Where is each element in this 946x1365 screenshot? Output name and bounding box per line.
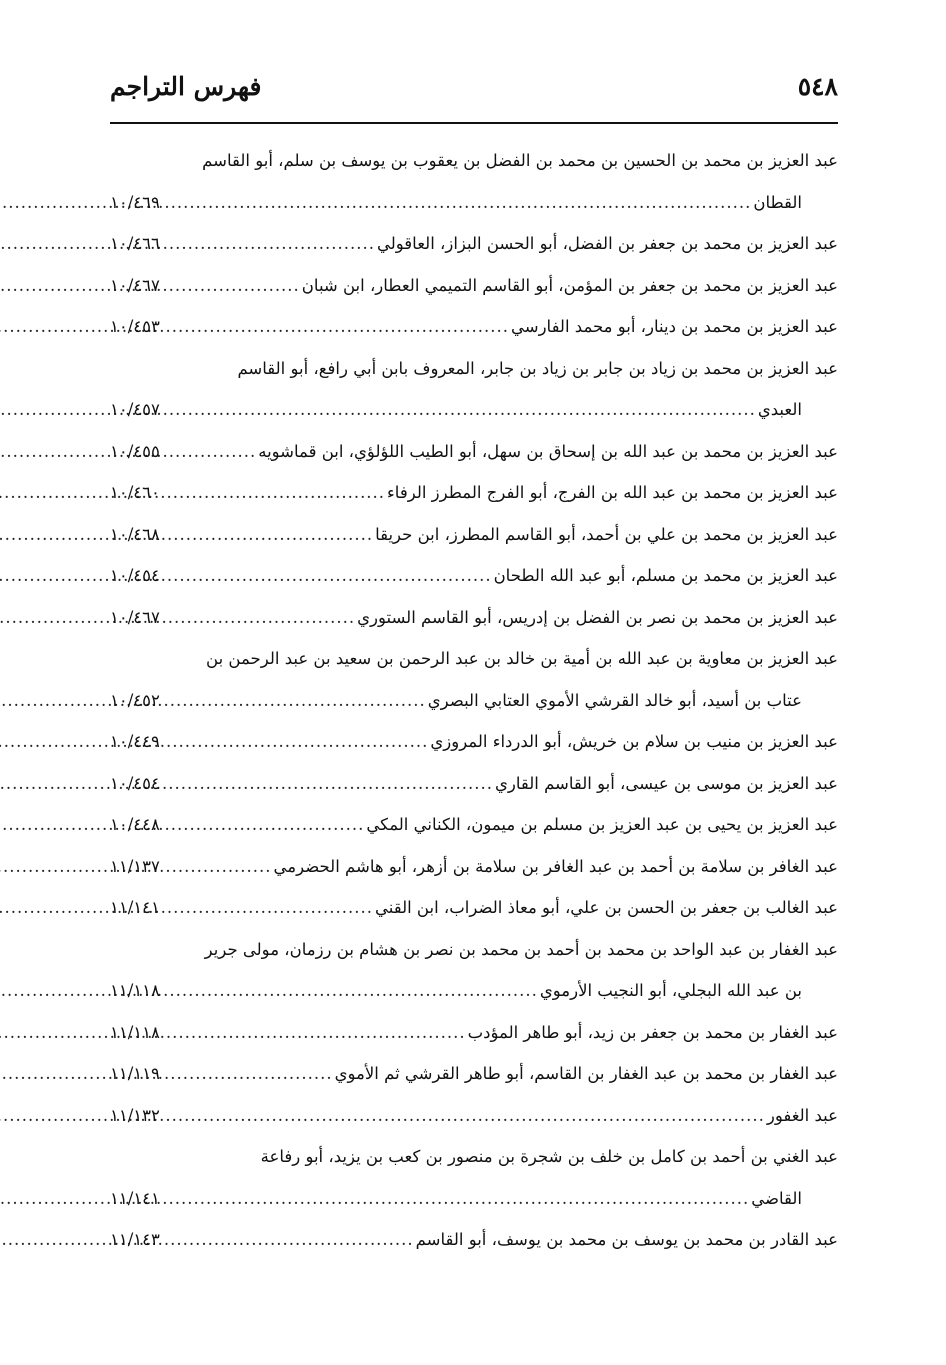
entry-line xyxy=(110,763,838,805)
entry-name: عبد الغني بن أحمد بن كامل بن خلف بن شجرة بن منصور بن كعب بن يزيد، أبو رفاعة xyxy=(260,1147,838,1167)
volume-page-reference: ١١/١٣٢ xyxy=(110,1105,160,1125)
entry-line xyxy=(110,846,838,888)
dot-leader xyxy=(160,276,302,295)
entry-line xyxy=(110,638,838,680)
entry-name: عبد القادر بن محمد بن يوسف بن محمد بن يوسف، أبو القاسم xyxy=(415,1230,838,1250)
volume-page-reference: ١٠/٤٥٥ xyxy=(110,441,160,461)
entry-name: عبد العزيز بن محمد بن جعفر بن المؤمن، أبو القاسم التميمي العطار، ابن شبان xyxy=(301,275,838,295)
dot-leader xyxy=(160,732,430,751)
dot-leader xyxy=(160,193,753,212)
dot-leader xyxy=(160,898,375,917)
entry-line xyxy=(110,1219,838,1261)
volume-page-reference: ١٠/٤٦٧ xyxy=(110,607,160,627)
entry-line xyxy=(110,1053,838,1095)
entry-continuation-line xyxy=(110,389,838,431)
volume-page-reference: ١١/١١٨ xyxy=(110,981,160,1001)
entry-name: عبد الغفار بن عبد الواحد بن محمد بن أحمد بن محمد بن نصر بن هشام بن رزمان، مولى جرير xyxy=(204,939,838,959)
dot-leader xyxy=(160,525,375,544)
entry-name: عبد العزيز بن محمد بن عبد الله بن إسحاق بن سهل، أبو الطيب اللؤلؤي، ابن قماشويه xyxy=(258,441,838,461)
index-entry xyxy=(110,1012,838,1054)
index-entry xyxy=(110,265,838,307)
dot-leader xyxy=(160,442,258,461)
entry-continuation-line xyxy=(110,680,838,722)
entry-name: عبد الغفار بن محمد بن جعفر بن زيد، أبو طاهر المؤدب xyxy=(467,1022,838,1042)
index-entry xyxy=(110,472,838,514)
index-entry xyxy=(110,306,838,348)
dot-leader xyxy=(160,1106,767,1125)
entry-name: عبد الغفار بن محمد بن عبد الغفار بن القاسم، أبو طاهر القرشي ثم الأموي xyxy=(334,1064,838,1084)
index-entry xyxy=(110,721,838,763)
entry-name: عبد العزيز بن محمد بن دينار، أبو محمد الفارسي xyxy=(511,317,838,337)
dot-leader xyxy=(160,774,495,793)
volume-page-reference: ١٠/٤٦٩ xyxy=(110,192,160,212)
volume-page-reference: ١١/١١٨ xyxy=(110,1022,160,1042)
entry-name: عبد العزيز بن يحيى بن عبد العزيز بن مسلم بن ميمون، الكناني المكي xyxy=(366,815,838,835)
entry-name: القاضي xyxy=(751,1188,802,1208)
entry-line xyxy=(110,887,838,929)
index-entry xyxy=(110,1136,838,1219)
entry-line xyxy=(110,140,838,182)
entry-name: عبد الغالب بن جعفر بن الحسن بن علي، أبو معاذ الضراب، ابن القني xyxy=(374,898,838,918)
page-header xyxy=(110,66,838,106)
entry-name: عبد العزيز بن منيب بن سلام بن خريش، أبو الدرداء المروزي xyxy=(430,732,838,752)
volume-page-reference: ١٠/٤٦٠ xyxy=(110,483,160,503)
entry-line xyxy=(110,472,838,514)
index-entry xyxy=(110,431,838,473)
index-entry xyxy=(110,763,838,805)
volume-page-reference: ١١/١٤١ xyxy=(110,898,160,918)
dot-leader xyxy=(160,234,377,253)
entry-name: عبد العزيز بن محمد بن الحسين بن محمد بن الفضل بن يعقوب بن يوسف بن سلم، أبو القاسم xyxy=(202,151,838,171)
entry-line xyxy=(110,1136,838,1178)
index-entry xyxy=(110,846,838,888)
entry-line xyxy=(110,804,838,846)
index-entry xyxy=(110,638,838,721)
index-entry xyxy=(110,555,838,597)
index-entries xyxy=(110,140,838,1261)
entry-continuation-line xyxy=(110,182,838,224)
entry-line xyxy=(110,1095,838,1137)
dot-leader xyxy=(160,981,540,1000)
running-title: فهرس التراجم xyxy=(110,71,262,101)
index-entry xyxy=(110,887,838,929)
dot-leader xyxy=(160,1230,416,1249)
entry-name: عبد العزيز بن محمد بن نصر بن الفضل بن إدريس، أبو القاسم الستوري xyxy=(357,607,838,627)
volume-page-reference: ١١/١٤١ xyxy=(110,1188,160,1208)
header-rule xyxy=(110,122,838,124)
volume-page-reference: ١١/١٤٣ xyxy=(110,1230,160,1250)
dot-leader xyxy=(160,566,494,585)
index-entry xyxy=(110,804,838,846)
index-entry xyxy=(110,929,838,1012)
entry-name: عبد العزيز بن محمد بن زياد بن جابر بن زياد بن جابر، المعروف بابن أبي رافع، أبو القاسم xyxy=(237,358,838,378)
entry-name: العبدي xyxy=(757,400,802,420)
entry-name: عبد العزيز بن محمد بن عبد الله بن الفرج، أبو الفرج المطرز الرفاء xyxy=(387,483,838,503)
entry-name: عبد العزيز بن موسى بن عيسى، أبو القاسم القاري xyxy=(494,773,838,793)
volume-page-reference: ١١/١٣٧ xyxy=(110,856,160,876)
dot-leader xyxy=(160,857,274,876)
entry-name: عبد العزيز بن محمد بن مسلم، أبو عبد الله الطحان xyxy=(493,566,838,586)
volume-page-reference: ١٠/٤٥٤ xyxy=(110,566,160,586)
entry-line xyxy=(110,1012,838,1054)
index-entry xyxy=(110,348,838,431)
entry-name: عبد العزيز بن معاوية بن عبد الله بن أمية بن خالد بن عبد الرحمن بن سعيد بن عبد الرحمن بن xyxy=(206,649,838,669)
entry-name: عبد العزيز بن محمد بن علي بن أحمد، أبو القاسم المطرز، ابن حريقا xyxy=(375,524,838,544)
entry-line xyxy=(110,223,838,265)
entry-name: القطان xyxy=(753,192,802,212)
volume-page-reference: ١٠/٤٥٤ xyxy=(110,773,160,793)
volume-page-reference: ١٠/٤٦٧ xyxy=(110,275,160,295)
dot-leader xyxy=(160,1023,468,1042)
entry-line xyxy=(110,929,838,971)
index-entry xyxy=(110,1053,838,1095)
dot-leader xyxy=(160,483,387,502)
volume-page-reference: ١٠/٤٦٨ xyxy=(110,524,160,544)
index-entry xyxy=(110,597,838,639)
volume-page-reference: ١٠/٤٤٨ xyxy=(110,815,160,835)
dot-leader xyxy=(160,317,511,336)
entry-line xyxy=(110,348,838,390)
entry-name: عبد الغافر بن سلامة بن أحمد بن عبد الغافر بن سلامة بن أزهر، أبو هاشم الحضرمي xyxy=(273,856,838,876)
index-entry xyxy=(110,140,838,223)
entry-name: عتاب بن أسيد، أبو خالد القرشي الأموي العتابي البصري xyxy=(427,690,802,710)
entry-line xyxy=(110,597,838,639)
dot-leader xyxy=(160,608,357,627)
volume-page-reference: ١٠/٤٤٩ xyxy=(110,732,160,752)
dot-leader xyxy=(160,1189,751,1208)
dot-leader xyxy=(160,815,366,834)
entry-line xyxy=(110,721,838,763)
volume-page-reference: ١٠/٤٥٣ xyxy=(110,317,160,337)
entry-line xyxy=(110,514,838,556)
volume-page-reference: ١٠/٤٦٦ xyxy=(110,234,160,254)
entry-name: بن عبد الله البجلي، أبو النجيب الأرموي xyxy=(539,981,802,1001)
dot-leader xyxy=(160,1064,335,1083)
entry-name: عبد العزيز بن محمد بن جعفر بن الفضل، أبو الحسن البزاز، العاقولي xyxy=(376,234,838,254)
page-number: ٥٤٨ xyxy=(797,71,838,101)
dot-leader xyxy=(160,691,428,710)
index-entry xyxy=(110,223,838,265)
entry-continuation-line xyxy=(110,1178,838,1220)
index-entry xyxy=(110,1219,838,1261)
volume-page-reference: ١٠/٤٥٧ xyxy=(110,400,160,420)
entry-line xyxy=(110,265,838,307)
volume-page-reference: ١٠/٤٥٢ xyxy=(110,690,160,710)
entry-line xyxy=(110,306,838,348)
entry-continuation-line xyxy=(110,970,838,1012)
entry-line xyxy=(110,555,838,597)
entry-name: عبد الغفور xyxy=(766,1105,838,1125)
volume-page-reference: ١١/١١٩ xyxy=(110,1064,160,1084)
dot-leader xyxy=(160,400,758,419)
index-entry xyxy=(110,1095,838,1137)
index-entry xyxy=(110,514,838,556)
entry-line xyxy=(110,431,838,473)
